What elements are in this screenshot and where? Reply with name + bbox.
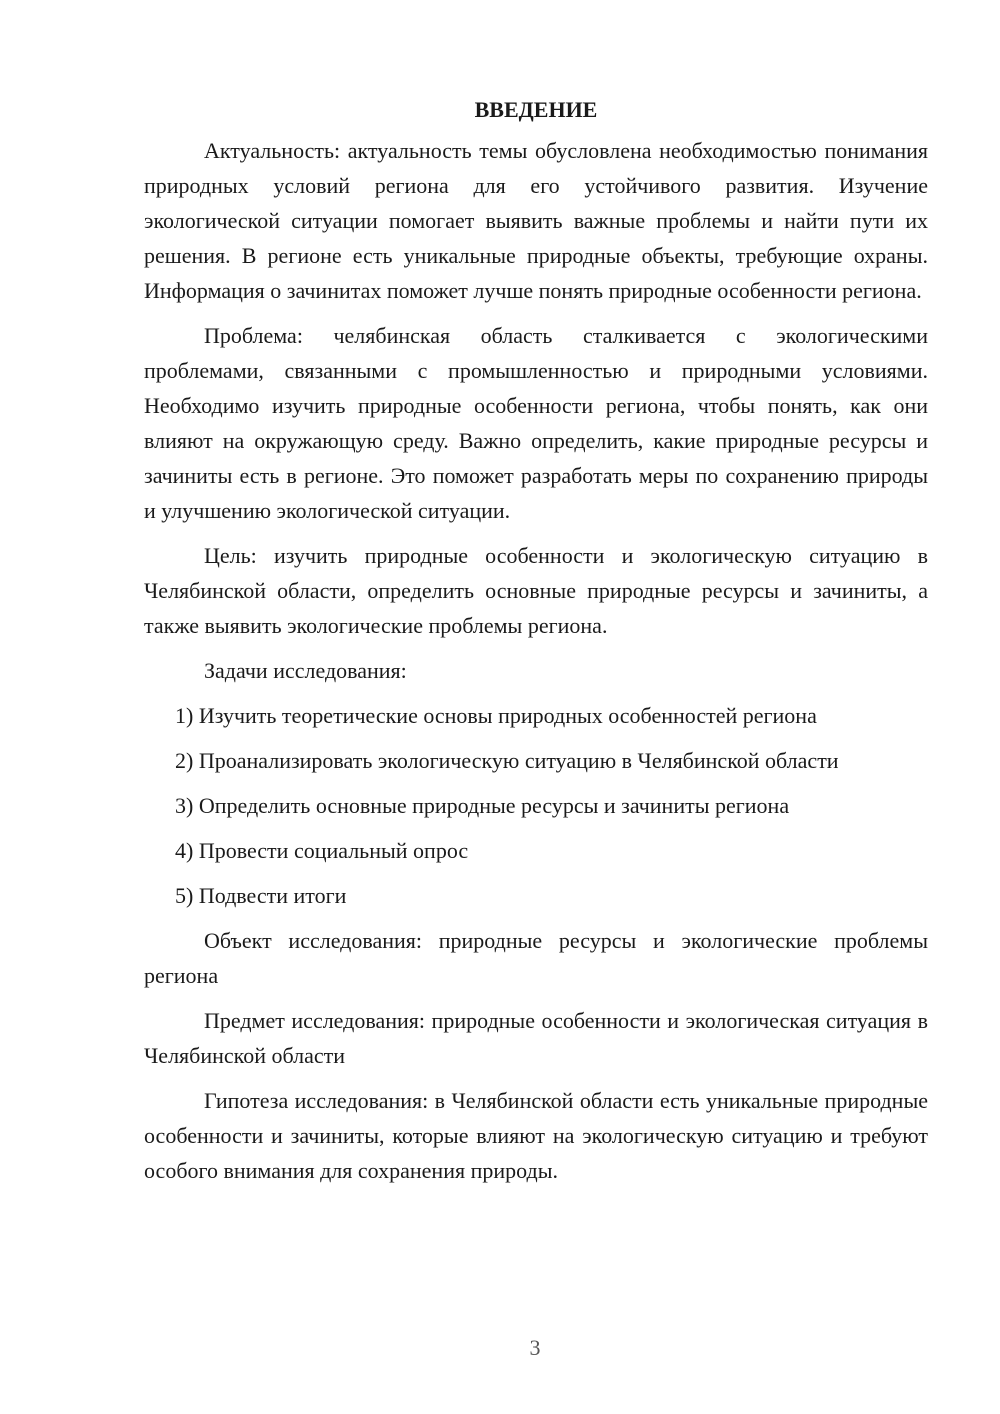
subject-paragraph: Предмет исследования: природные особенности и экологическая ситуация в Челябинской области xyxy=(144,1008,928,1068)
task-item-5: 5) Подвести итоги xyxy=(175,883,347,908)
task-item-3: 3) Определить основные природные ресурсы и зачиниты региона xyxy=(175,793,790,818)
task-item-4: 4) Провести социальный опрос xyxy=(175,838,469,863)
hypothesis-paragraph: Гипотеза исследования: в Челябинской области есть уникальные природные особенности и зачиниты, которые влияют на экологическую ситуацию и требуют особого внимания для сохранения природы. xyxy=(144,1088,928,1183)
page-title: ВВЕДЕНИЕ xyxy=(474,97,598,122)
tasks-heading: Задачи исследования: xyxy=(204,658,407,683)
task-item-2: 2) Проанализировать экологическую ситуацию в Челябинской области xyxy=(175,748,839,773)
goal-paragraph: Цель: изучить природные особенности и экологическую ситуацию в Челябинской области, определить основные природные ресурсы и зачиниты, а также выявить экологические проблемы региона. xyxy=(144,543,928,638)
task-item-1: 1) Изучить теоретические основы природных особенностей региона xyxy=(175,703,817,728)
tasks-list xyxy=(144,698,928,913)
document-page xyxy=(144,92,928,1198)
relevance-paragraph: Актуальность: актуальность темы обусловлена необходимостью понимания природных условий региона для его устойчивого развития. Изучение экологической ситуации помогает выявить важные проблемы и найти пути их решения. В регионе есть уникальные природные объекты, требующие охраны. Информация о зачинитах поможет лучше понять природные особенности региона. xyxy=(144,138,928,303)
object-paragraph: Объект исследования: природные ресурсы и экологические проблемы региона xyxy=(144,928,928,988)
page-number: 3 xyxy=(529,1335,541,1360)
problem-paragraph: Проблема: челябинская область сталкивается с экологическими проблемами, связанными с промышленностью и природными условиями. Необходимо изучить природные особенности региона, чтобы понять, как они влияют на окружающую среду. Важно определить, какие природные ресурсы и зачиниты есть в регионе. Это поможет разработать меры по сохранению природы и улучшению экологической ситуации. xyxy=(144,323,928,523)
